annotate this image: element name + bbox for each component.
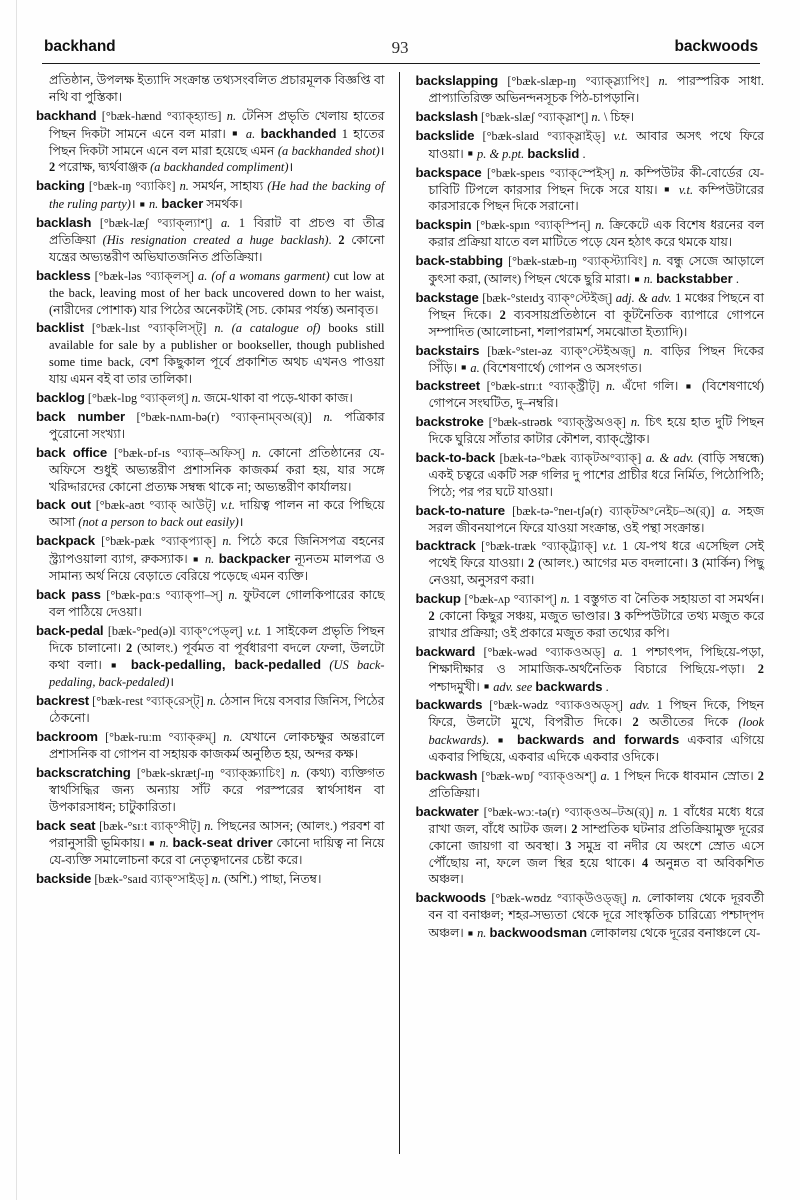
entry-part-of-speech: n. xyxy=(632,891,642,906)
derivative-bullet-icon: ■ xyxy=(149,837,155,848)
entry-headword: backspin xyxy=(415,217,472,233)
sense-number: 2 xyxy=(567,821,578,836)
gloss-text: টেনিস প্রভৃতি খেলায় হাতের পিছন দিকটা সামনে এনে বল মারা। xyxy=(49,108,385,141)
example-phrase: (of a womans garment) xyxy=(211,268,330,283)
derivative-headword: backwards and forwards xyxy=(517,732,680,748)
entry-headword: backwash xyxy=(415,768,478,784)
gloss-text: কম্পিউটারে তথ্য মজুত করে রাখার প্রক্রিয়া; ওই প্রকারে মজুত করা তথ্যের কপি। xyxy=(428,609,765,640)
dictionary-entry xyxy=(416,413,765,448)
entry-part-of-speech: n. xyxy=(222,534,232,549)
gloss-text: কোনো প্রতিষ্ঠানের যে-অফিসে শুধুই অভ্যন্তরীণ প্রশাসনিক কাজকর্ম করা হয়, যার সঙ্গে খরিদ্দারদের কোনো প্রত্যক্ষ সম্বন্ধ থাকে না; অভ্যন্তরীণ কার্যালয়। xyxy=(49,445,385,494)
gloss-text: । xyxy=(130,197,136,212)
gloss-text: . xyxy=(605,679,609,694)
entry-pronunciation: [°bæk-ʌp °ব্যাকাপ্] xyxy=(464,592,557,607)
entry-pronunciation: [bæk-°steɪdʒ ব্যাক্‌°স্টেইজ্] xyxy=(482,290,613,305)
entry-pronunciation: [°bæk-lɪst °ব্যাক্‌লিস্ট্] xyxy=(91,321,207,336)
dictionary-entry xyxy=(36,586,385,621)
entry-pronunciation: [°bæk-strəʊk °ব্যাক্‌স্ট্রঅওক্] xyxy=(488,415,626,430)
sense-number: 2 xyxy=(744,661,764,676)
gloss-text: লোকালয় থেকে দূরবর্তী বন বা বনাঞ্চল; শহর-সভ্যতা থেকে দূরে সাংস্কৃতিক চারিত্র্যে পশ্চাদ্‌পদ অঞ্চল। xyxy=(428,891,764,941)
gloss-text: \ চিহ্ন। xyxy=(603,109,635,124)
dictionary-entry xyxy=(36,870,385,888)
column-divider xyxy=(399,72,400,1154)
gloss-text: 1 পিছন দিকে, পিছন ফিরে, উলটো মুখে, বিপরীত দিকে। xyxy=(428,698,764,730)
derivative-bullet-icon: ■ xyxy=(139,198,145,209)
entry-pronunciation: [bæk-tə-°neɪ-tʃə(r) ব্যাক্‌টঅ°নেইচ–অ(র্)] xyxy=(512,503,715,518)
entry-headword: backtrack xyxy=(415,538,476,554)
dictionary-entry xyxy=(416,216,765,251)
entry-part-of-speech: n. xyxy=(606,379,616,394)
entry-headword: backwoods xyxy=(415,890,486,906)
entry-headword: back-stabbing xyxy=(415,253,503,269)
gloss-text: প্রতিক্রিয়া। xyxy=(428,785,480,800)
gloss-text: লোকালয় থেকে দূরের বনাঞ্চলে যে- xyxy=(590,926,761,941)
derivative-bullet-icon: ■ xyxy=(467,148,473,159)
entry-part-of-speech: a. & adv. xyxy=(645,450,694,465)
gloss-text: অতীতের দিকে xyxy=(638,715,739,730)
entry-headword: back-to-back xyxy=(415,449,496,465)
gloss-text: (অশি.) পাছা, নিতম্ব। xyxy=(224,872,322,887)
dictionary-entry xyxy=(416,502,765,537)
derivative-headword: backer xyxy=(161,196,204,212)
scan-edge-artifact xyxy=(16,0,17,1200)
entry-headword: backpack xyxy=(36,533,95,549)
entry-headword: backing xyxy=(36,178,85,194)
entry-pronunciation: [°bæk-skrætʃ-ɪŋ °ব্যাক্‌স্ক্র্যাচিং] xyxy=(136,765,285,780)
gloss-text: 1 যে-পথ ধরে এসেছিল সেই পথেই ফিরে যাওয়া। xyxy=(428,539,764,571)
gloss-text: (মার্কিন) পিছু নেওয়া, অনুসরণ করা। xyxy=(428,556,765,588)
gloss-text: । xyxy=(169,675,175,690)
entry-pronunciation: [°bæk-wədz °ব্যাকওঅড্‌স্] xyxy=(489,698,623,713)
gloss-text: 1 বস্তুগত বা নৈতিক সহায়তা বা সমর্থন। xyxy=(573,592,764,607)
derivative-bullet-icon: ■ xyxy=(193,553,200,564)
derivative-part-of-speech: n. xyxy=(477,926,487,941)
gloss-text: (বিশেষণার্থে) গোপনে সংঘটিত, দু–নম্বরি। xyxy=(428,379,764,411)
entry-pronunciation: [bæk-°ped(ə)l ব্যাক্‌°পেড্‌ল্] xyxy=(107,623,243,638)
gloss-text: পরোক্ষ, দ্ব্যর্থবাঞ্জক xyxy=(55,160,151,175)
entry-headword: backlog xyxy=(36,389,85,405)
gloss-text: একবার এগিয়ে একবার পিছিয়ে, একবার এদিকে একবার ওদিকে। xyxy=(428,733,764,765)
dictionary-entry xyxy=(36,728,385,763)
sense-number: 2 xyxy=(621,715,639,730)
entry-pronunciation: [°bæk-ləs °ব্যাক্‌লস্] xyxy=(94,268,194,283)
gloss-text: . xyxy=(328,233,332,248)
dictionary-entry xyxy=(416,767,765,802)
entry-pronunciation: [°bæk-wɒʃ °ব্যাক্‌ওঅশ্] xyxy=(481,769,597,784)
gloss-text: 1 হাতের পিছন দিকটা সামনে এনে বল মারা হয়েছে এমন xyxy=(49,126,385,158)
gloss-text: আবার অসৎ পথে ফিরে যাওয়া। xyxy=(428,128,764,161)
column-right xyxy=(401,72,765,1152)
dictionary-entry xyxy=(416,696,765,766)
example-phrase: (a backhanded compliment) xyxy=(150,160,289,175)
gloss-text: পশ্চাদমুখী। xyxy=(428,679,480,694)
sense-number: 2 xyxy=(49,160,56,175)
entry-headword: back pass xyxy=(36,586,101,602)
sense-number: 2 xyxy=(524,556,535,571)
dictionary-entry xyxy=(416,108,765,126)
entry-headword: backscratching xyxy=(36,764,131,780)
derivative-part-of-speech: n. xyxy=(643,272,653,287)
dictionary-entry xyxy=(416,449,765,501)
dictionary-entry xyxy=(36,267,385,319)
entry-pronunciation: [bæk-°steɪ-əz ব্যাক্‌°স্টেইঅজ়্] xyxy=(487,343,636,358)
entry-part-of-speech: n. xyxy=(226,108,237,123)
entry-part-of-speech: n. xyxy=(652,254,662,269)
gloss-text: চিৎ হয়ে হাত দুটি পিছন দিকে ঘুরিয়ে সাঁতার কাটার কৌশল, ব্যাক্‌স্ট্রোক। xyxy=(428,415,764,447)
derivative-headword: backpacker xyxy=(218,551,291,567)
dictionary-entry xyxy=(416,643,765,696)
derivative-bullet-icon: ■ xyxy=(232,128,240,139)
gloss-text: সমর্থন, সাহায্য xyxy=(192,179,268,194)
entry-pronunciation: [°bæk-wəd °ব্যাকওঅড্] xyxy=(483,644,606,659)
gloss-text: পত্রিকার পুরোনো সংখ্যা। xyxy=(49,409,385,441)
dictionary-entry xyxy=(416,252,765,288)
sense-number: 4 xyxy=(635,855,649,870)
gloss-text: সহজ সরল জীবনযাপনে ফিরে যাওয়া সংক্রান্ত, ওই পন্থা সংক্রান্ত। xyxy=(428,503,764,535)
derivative-bullet-icon: ■ xyxy=(483,681,490,692)
derivative-headword: backstabber xyxy=(656,271,733,287)
gloss-text: ঠেসান দিয়ে বসবার জিনিস, পিঠের ঠেকনো। xyxy=(49,694,385,726)
gloss-text: ফুটবলে গোলকিপারের কাছে বল পাঠিয়ে দেওয়া। xyxy=(49,587,385,619)
dictionary-entry xyxy=(416,803,765,888)
gloss-text: বাড়ির পিছন দিকের সিঁড়ি। xyxy=(428,343,764,375)
derivative-bullet-icon: ■ xyxy=(111,659,122,670)
entry-part-of-speech: n. xyxy=(191,390,201,405)
derivative-bullet-icon: ■ xyxy=(461,362,467,372)
gloss-text: অনুন্নত বা অবিকশিত অঞ্চল। xyxy=(428,855,764,887)
entry-pronunciation: [bæk-°sɪːt ব্যাক্‌°সীট্] xyxy=(99,818,201,833)
entry-part-of-speech: n. xyxy=(619,165,630,180)
entry-pronunciation: [°bæk-stæb-ɪŋ °ব্যাক্‌স্ট্যাবিং] xyxy=(508,254,648,269)
entry-part-of-speech: n. xyxy=(204,818,214,833)
entry-headword: backward xyxy=(415,643,476,659)
entry-pronunciation: [°bæk-ɪŋ °ব্যাকিং] xyxy=(88,179,176,194)
entry-headword: backstroke xyxy=(415,414,484,430)
example-phrase: (His resignation created a huge backlash) xyxy=(102,233,329,248)
entry-headword: backstairs xyxy=(415,342,480,358)
gloss-text: পিছনের আসন; (আলং.) পরবশ বা পরানুসারী ভূমিকায়। xyxy=(49,818,385,851)
entry-part-of-speech: n. xyxy=(228,587,238,602)
gloss-text: cut low at the back, leaving most of her back uncovered down to her waist, (নারীদের পোশাক) যার পিঠের অনেকটাই (সচ. কোমর পর্যন্ত) অনাবৃত। xyxy=(49,268,385,317)
entry-pronunciation: [bæk-tə-°bæk ব্যাক্‌টঅ°ব্যাক্] xyxy=(499,450,642,465)
example-phrase: (He had the backing of the ruling party) xyxy=(49,179,385,212)
dictionary-entry xyxy=(416,889,765,942)
entry-pronunciation: [°bæk-slæp-ɪŋ °ব্যাক্‌স্ল্যাপিং] xyxy=(507,74,650,88)
gloss-text: কোনো যন্ত্রের অভ্যন্তরীণ অভিঘাতজনিত প্রতিক্রিয়া। xyxy=(49,233,385,264)
gloss-text: । xyxy=(288,160,294,175)
derivative-headword: backhanded xyxy=(260,125,337,141)
gloss-text: কোনো দায়িত্ব না নিয়ে যে-ব্যক্তি সমালোচনা করে বা নেতৃত্বদানের চেষ্টা করে। xyxy=(49,836,385,868)
dictionary-entry xyxy=(36,817,385,870)
derivative-headword: backwoodsman xyxy=(489,925,588,941)
entry-headword: backslapping xyxy=(415,73,498,88)
running-head-left: backhand xyxy=(44,38,116,55)
entry-pronunciation: [°bæk-ɒf-ɪs °ব্যাক্‌–অফিস্] xyxy=(113,445,246,460)
derivative-headword: back-pedalling, back-pedalled xyxy=(130,657,322,673)
entry-pronunciation: [°bæk-wɔː-tə(r) °ব্যাক্‌ওঅ–টঅ(র্)] xyxy=(483,804,654,819)
entry-part-of-speech: a. xyxy=(600,769,610,784)
entry-part-of-speech: n. xyxy=(591,109,601,124)
entry-part-of-speech: n. xyxy=(290,765,301,780)
gloss-text: বন্ধু সেজে আড়ালে কুৎসা করা, (আলং) পিছন থেকে ছুরি মারা। xyxy=(428,254,764,287)
entry-pronunciation: [°bæk-strɪːt °ব্যাক্‌স্ট্রীট্] xyxy=(486,379,600,394)
derivative-part-of-speech: a. xyxy=(470,360,480,375)
entry-headword: backstage xyxy=(415,289,479,305)
derivative-part-of-speech: n. xyxy=(159,836,169,851)
dictionary-entry xyxy=(416,164,765,216)
gloss-text: সমুদ্র বা নদীর যে অংশে স্রোত এসে পৌঁছোয় না, ফলে জল স্থির হয়ে থাকে। xyxy=(428,838,765,870)
entry-headword: back seat xyxy=(36,817,96,833)
sense-number: 3 xyxy=(687,556,699,571)
page-number: 93 xyxy=(391,38,409,57)
entry-pronunciation: [°bæk-rest °ব্যাক্‌রেস্ট্] xyxy=(92,694,204,709)
dictionary-entry xyxy=(36,622,385,692)
sense-number: 2 xyxy=(331,233,345,248)
entry-part-of-speech: a. xyxy=(198,268,208,283)
entry-headword: backlash xyxy=(36,215,92,231)
dictionary-entry xyxy=(36,532,385,585)
gloss-text: 1 মঞ্চের পিছনে বা পিছন দিকে। xyxy=(428,290,764,322)
entry-continuation xyxy=(36,72,385,106)
example-phrase: (a backhanded shot) xyxy=(277,143,380,158)
derivative-bullet-icon: ■ xyxy=(664,184,673,195)
entry-pronunciation: [°bæk-pæk °ব্যাক্‌প্যাক্] xyxy=(101,534,217,549)
dictionary-entry xyxy=(36,764,385,816)
entry-part-of-speech: a. xyxy=(613,644,623,659)
dictionary-entry xyxy=(416,537,765,589)
entry-part-of-speech: n. xyxy=(323,409,333,424)
gloss-text: কোনো কিছুর সঞ্চয়, মজুত ভাণ্ডার। xyxy=(434,609,611,624)
entry-part-of-speech: v.t. xyxy=(247,623,262,638)
dictionary-entry xyxy=(36,319,385,388)
entry-pronunciation: [°bæk-slæʃ °ব্যাক্‌স্লাশ্] xyxy=(481,109,589,124)
entry-pronunciation: [°bæk-hænd °ব্যাক্‌হ্যান্ড] xyxy=(101,108,222,123)
gloss-text: ব্যবসায়প্রতিষ্ঠানে বা কূটনৈতিক ব্যাপারে গোপনে সম্পাদিত (আলোচনা, শলাপরামর্শ, সমঝোতা ইত্যাদি)। xyxy=(428,307,765,339)
example-phrase: (US back-pedaling, back-pedaled) xyxy=(49,658,385,690)
entry-headword: backlist xyxy=(36,320,84,336)
entry-pronunciation: [°bæk-spɪn °ব্যাক্‌স্পিন্] xyxy=(476,218,591,233)
gloss-text: । xyxy=(379,143,385,158)
gloss-text: 1 পিছন দিকে ধাবমান স্রোত। xyxy=(613,769,754,784)
running-head-right: backwoods xyxy=(674,38,758,55)
dictionary-entry xyxy=(36,214,385,266)
dictionary-entry xyxy=(36,444,385,496)
sense-number: 3 xyxy=(610,609,621,624)
derivative-bullet-icon: ■ xyxy=(467,927,473,938)
entry-headword: back-to-nature xyxy=(415,502,505,518)
running-header xyxy=(36,38,764,56)
gloss-text: সমর্থক। xyxy=(206,197,243,212)
entry-headword: back out xyxy=(36,497,91,513)
derivative-bullet-icon: ■ xyxy=(634,273,640,284)
column-left xyxy=(36,72,398,1152)
gloss-text: জমে-থাকা বা পড়ে-থাকা কাজ। xyxy=(204,390,353,405)
example-phrase: (look backwards) xyxy=(428,715,764,748)
entry-headword: backhand xyxy=(36,107,97,123)
derivative-part-of-speech: a. xyxy=(245,126,256,141)
entry-pronunciation: [°bæk-speɪs °ব্যাক্‌স্পেইস্] xyxy=(486,165,615,180)
derivative-part-of-speech: n. xyxy=(204,552,215,567)
entry-headword: backslide xyxy=(415,127,475,143)
entry-pronunciation: [°bæk-lɒg °ব্যাক্‌লগ্] xyxy=(87,390,189,405)
gloss-text: . xyxy=(582,146,586,161)
entry-headword: back office xyxy=(36,444,108,460)
entry-part-of-speech: n. xyxy=(595,218,605,233)
entry-headword: back number xyxy=(36,408,125,424)
gloss-text: কম্পিউটারের কারসারকে পিছন দিকে সরানো। xyxy=(428,182,764,214)
derivative-headword: backslid xyxy=(527,145,580,161)
gloss-text: (আলং.) পূর্বমত বা পূর্বধারণা বদলে ফেলা, উলটো কথা বলা। xyxy=(49,640,385,673)
derivative-part-of-speech: n. xyxy=(148,197,159,212)
derivative-bullet-icon: ■ xyxy=(497,734,508,745)
entry-part-of-speech: n. xyxy=(214,321,224,336)
entry-part-of-speech: n. xyxy=(206,694,217,709)
gloss-text: ন্যূনতম মালপত্র ও সামান্য অর্থ নিয়ে বেড়াতে বেরিয়ে পড়েছে এমন ব্যক্তি। xyxy=(49,552,385,583)
sense-number: 2 xyxy=(491,307,506,322)
entry-pronunciation: [°bæk-læʃ °ব্যাক্‌ল্যাশ্] xyxy=(99,216,213,231)
dictionary-entry xyxy=(416,377,765,412)
gloss-text: পিঠে করে জিনিসপত্র বহনের স্ট্র্যাপওয়ালা ব্যাগ, রুকস্যাক। xyxy=(49,534,385,567)
dictionary-entry xyxy=(36,692,385,727)
entry-part-of-speech: n. xyxy=(658,74,668,88)
entry-headword: backroom xyxy=(36,729,98,745)
entry-part-of-speech: adj. & adv. xyxy=(615,290,672,305)
gloss-text: (কথ্য) ব্যক্তিগত স্বার্থসিদ্ধির জন্য অন্যায় সাঁট করে পরস্পরের স্বার্থসাধন বা উপকারসাধন; চাটুকারিতা। xyxy=(49,765,385,814)
entry-headword: backwards xyxy=(415,697,483,713)
gloss-text: 1 সাইকেল প্রভৃতি পিছন দিকে চালানো। xyxy=(49,623,385,655)
gloss-text: যেখানে লোকচক্ষুর অন্তরালে প্রশাসনিক বা গোপন বা সহায়ক কাজকর্ম অনুষ্ঠিত হয়, অন্দর কক্ষ। xyxy=(49,730,385,761)
entry-part-of-speech: n. xyxy=(658,804,668,819)
dictionary-entry xyxy=(36,389,385,407)
entry-pronunciation: [°bæk-wʊdz °ব্যাক্‌উওড্‌জ়্] xyxy=(491,891,627,906)
entry-headword: backwater xyxy=(415,803,479,819)
entry-pronunciation: [°bæk-ruːm °ব্যাক্‌রুম্] xyxy=(105,730,216,745)
dictionary-entry xyxy=(416,342,765,377)
gloss-text: কম্পিউটর কী-বোর্ডের যে-চাবিটি টিপলে কারসার পিছন দিকে সরে যায়। xyxy=(428,165,764,197)
entry-part-of-speech: a. xyxy=(220,216,231,231)
entry-pronunciation: [°bæk-nʌm-bə(r) °ব্যাক্‌নাম্‌বঅ(র্)] xyxy=(136,409,312,424)
entry-pronunciation: [°bæk-aʊt °ব্যাক্‌ আউট্] xyxy=(95,498,216,513)
derivative-headword: backwards xyxy=(535,678,603,694)
entry-part-of-speech: adv. xyxy=(629,698,650,713)
gloss-text: প্রতিষ্ঠান, উপলক্ষ ইত্যাদি সংক্রান্ত তথ্যসংবলিত প্রচারমূলক বিজ্ঞপ্তি বা নথি বা পুস্তিকা। xyxy=(49,73,385,104)
derivative-bullet-icon: ■ xyxy=(685,380,695,391)
dictionary-entry xyxy=(36,496,385,531)
sense-number: 3 xyxy=(558,838,572,853)
sense-number: 2 xyxy=(753,769,764,784)
entry-part-of-speech: n. xyxy=(252,445,262,460)
entry-headword: backstreet xyxy=(415,378,480,394)
entry-headword: back-pedal xyxy=(36,622,104,638)
gloss-text: 1 বিরাট বা প্রচণ্ড বা তীব্র প্রতিক্রিয়া xyxy=(49,216,385,248)
entry-part-of-speech: v.t. xyxy=(220,498,235,513)
entry-part-of-speech: n. xyxy=(630,415,641,430)
entry-pronunciation: [°bæk-træk °ব্যাক্‌ট্র্যাক্] xyxy=(481,539,598,554)
example-phrase: (a catalogue of) xyxy=(231,321,321,336)
entry-part-of-speech: n. xyxy=(643,343,653,358)
gloss-text: । xyxy=(238,515,244,530)
dictionary-entry xyxy=(416,72,765,107)
derivative-part-of-speech: v.t. xyxy=(678,182,694,197)
entry-headword: backrest xyxy=(36,693,90,709)
entry-part-of-speech: n. xyxy=(179,179,189,194)
derivative-headword: back-seat driver xyxy=(172,835,273,851)
entry-part-of-speech: n. xyxy=(223,730,233,745)
entry-pronunciation: [°bæk-pɑːs °ব্যাক্‌পা–স্] xyxy=(106,587,223,602)
gloss-text: (বিশেষণার্থে) গোপন ও অসংগত। xyxy=(482,360,642,375)
entry-pronunciation: [°bæk-slaɪd °ব্যাক্‌স্লাইড্] xyxy=(482,128,606,143)
dictionary-entry xyxy=(36,177,385,213)
gloss-text: দায়িত্ব পালন না করে পিছিয়ে আসা xyxy=(49,498,385,530)
entry-part-of-speech: n. xyxy=(211,872,221,887)
dictionary-entry xyxy=(416,127,765,163)
dictionary-entry xyxy=(36,408,385,443)
gloss-text: (বাড়ি সম্বন্ধে) একই চত্বরে একটি সরু গলির দু পাশের প্রাচীর ধরে নির্মিত, পিঠোপিঠি; পিঠে; পর পর ঘটে যাওয়া। xyxy=(428,450,764,499)
sense-number: 2 xyxy=(121,640,133,655)
gloss-text: . xyxy=(485,733,489,748)
dictionary-entry xyxy=(416,590,765,642)
sense-number: 2 xyxy=(428,609,435,624)
dictionary-entry xyxy=(36,107,385,177)
entry-part-of-speech: a. xyxy=(721,503,732,518)
entry-headword: backside xyxy=(36,871,92,887)
gloss-text: books still available for sale by a publisher or bookseller, though published some time back, বেশ কিছুকাল পূর্বে প্রকাশিত অথচ এখনও পাওয়া যায় এমন বই বা তার তালিকা। xyxy=(49,321,385,387)
example-phrase: (not a person to back out easily) xyxy=(78,515,239,530)
entry-headword: backslash xyxy=(415,108,478,124)
gloss-text: 1 পশ্চাৎপদ, পিছিয়ে-পড়া, শিক্ষাদীক্ষার ও সামাজিক-অর্থনৈতিক বিচারে পিছিয়ে-পড়া। xyxy=(428,644,764,676)
header-rule xyxy=(42,63,760,64)
gloss-text: এঁদো গলি। xyxy=(621,379,679,394)
derivative-part-of-speech: adv. see xyxy=(493,679,533,694)
dictionary-entry xyxy=(416,289,765,341)
gloss-text: ক্রিকেটে এক বিশেষ ধরনের বল করার প্রক্রিয়া যাতে বল মাটিতে পড়ে যেন হঠাৎ করে থমকে যায়। xyxy=(428,218,764,250)
derivative-part-of-speech: p. & p.pt. xyxy=(477,146,525,161)
columns-container xyxy=(36,72,764,1152)
entry-headword: backup xyxy=(415,591,461,607)
gloss-text: 1 বাঁধের মধ্যে ধরে রাখা জল, বাঁধে আটক জল। xyxy=(428,804,764,836)
entry-headword: backless xyxy=(36,267,91,283)
gloss-text: (আলং.) আগের মত বদলানো। xyxy=(534,556,688,571)
entry-part-of-speech: v.t. xyxy=(602,539,617,554)
entry-pronunciation: [bæk-°saɪd ব্যাক্‌°সাইড্] xyxy=(94,872,209,887)
gloss-text: সাম্প্রতিক ঘটনার প্রতিক্রিয়ামুক্ত দূরের কোনো জায়গা বা অবস্থা। xyxy=(428,821,764,853)
entry-part-of-speech: n. xyxy=(560,592,570,607)
entry-part-of-speech: v.t. xyxy=(613,128,628,143)
gloss-text: . xyxy=(735,272,739,287)
entry-headword: backspace xyxy=(415,164,482,180)
gloss-text: পারস্পরিক সাধা. প্রাপ্যাতিরিক্ত অভিনন্দনসূচক পিঠ-চাপড়ানি। xyxy=(428,74,764,105)
